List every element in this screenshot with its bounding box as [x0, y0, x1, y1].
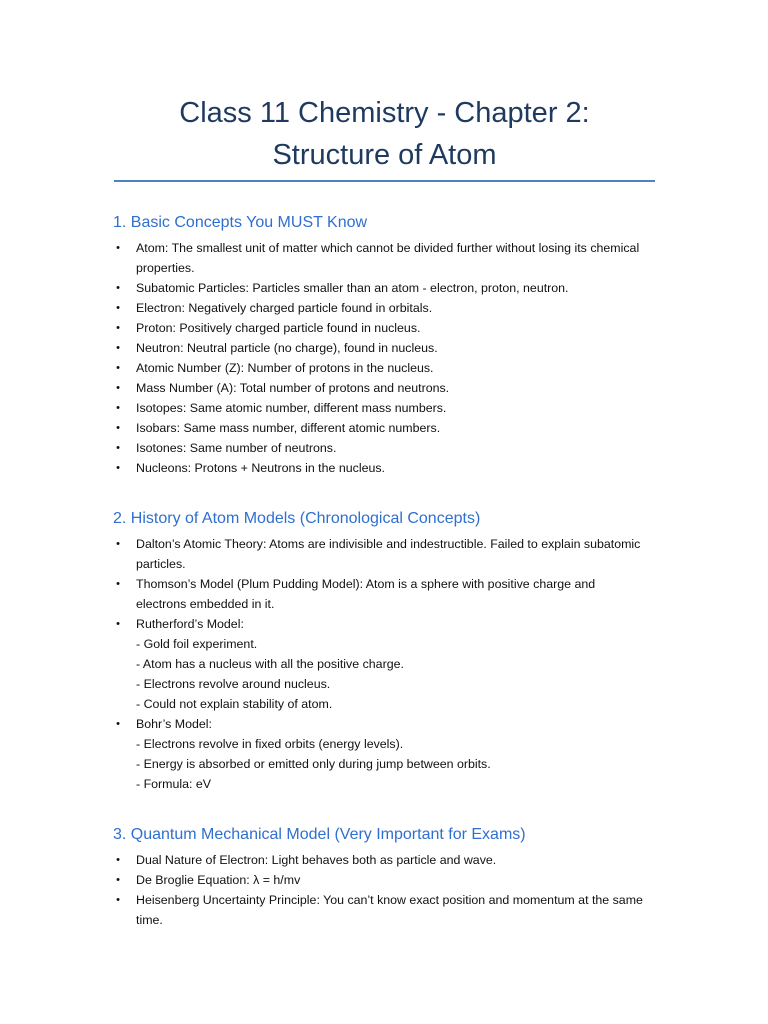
- list-item-text: Bohr’s Model:: [136, 717, 212, 731]
- list-item: [113, 338, 643, 358]
- list-item: [113, 890, 643, 930]
- sub-point: - Atom has a nucleus with all the positive charge.: [136, 657, 404, 671]
- list-item: [113, 458, 643, 478]
- bullet-icon: •: [116, 854, 120, 866]
- list-item: [113, 574, 643, 614]
- bullet-icon: •: [116, 442, 120, 454]
- bullet-icon: •: [116, 894, 120, 906]
- list-item: [113, 850, 643, 870]
- list-item-text: Isotopes: Same atomic number, different mass numbers.: [136, 401, 447, 415]
- list-item-text: Isobars: Same mass number, different atomic numbers.: [136, 421, 441, 435]
- bullet-icon: •: [116, 382, 120, 394]
- section-heading: 2. History of Atom Models (Chronological Concepts): [113, 510, 481, 527]
- title-line-1: Class 11 Chemistry - Chapter 2:: [179, 97, 590, 129]
- bullet-icon: •: [116, 578, 120, 590]
- list-item-text: Isotones: Same number of neutrons.: [136, 441, 337, 455]
- bullet-icon: •: [116, 718, 120, 730]
- list-item-text: Atom: The smallest unit of matter which cannot be divided further without losing its chemical properties.: [136, 241, 640, 275]
- section-heading: 1. Basic Concepts You MUST Know: [113, 214, 368, 231]
- sub-point: - Electrons revolve in fixed orbits (energy levels).: [136, 737, 404, 751]
- list-item-text: Nucleons: Protons + Neutrons in the nucleus.: [136, 461, 385, 475]
- list-item-text: Rutherford’s Model:: [136, 617, 244, 631]
- bullet-icon: •: [116, 422, 120, 434]
- bullet-icon: •: [116, 874, 120, 886]
- bullet-icon: •: [116, 302, 120, 314]
- list-item: [113, 278, 643, 298]
- bullet-icon: •: [116, 342, 120, 354]
- list-item-text: Atomic Number (Z): Number of protons in the nucleus.: [136, 361, 434, 375]
- bullet-list: [113, 238, 643, 478]
- bullet-icon: •: [116, 282, 120, 294]
- list-item-text: Thomson’s Model (Plum Pudding Model): Atom is a sphere with positive charge and electrons embedded in it.: [136, 577, 596, 611]
- section-heading: 3. Quantum Mechanical Model (Very Important for Exams): [113, 826, 526, 843]
- bullet-icon: •: [116, 362, 120, 374]
- list-item-text: De Broglie Equation: λ = h/mv: [136, 873, 301, 887]
- list-item: [113, 534, 643, 574]
- list-item: [113, 714, 643, 794]
- sub-point: - Gold foil experiment.: [136, 637, 258, 651]
- sub-point: - Energy is absorbed or emitted only during jump between orbits.: [136, 757, 491, 771]
- list-item: [113, 438, 643, 458]
- bullet-icon: •: [116, 242, 120, 254]
- section-quantum-model: [113, 825, 643, 930]
- section-atom-models-history: [113, 509, 643, 794]
- list-item-text: Neutron: Neutral particle (no charge), found in nucleus.: [136, 341, 438, 355]
- list-item: [113, 398, 643, 418]
- title-underline-rule: [114, 180, 655, 182]
- title-block: [114, 92, 655, 176]
- section-basic-concepts: [113, 213, 643, 478]
- bullet-icon: •: [116, 538, 120, 550]
- title-line-2: Structure of Atom: [272, 139, 497, 171]
- list-item: [113, 238, 643, 278]
- bullet-icon: •: [116, 462, 120, 474]
- bullet-list: [113, 534, 643, 794]
- list-item: [113, 418, 643, 438]
- list-item: [113, 318, 643, 338]
- list-item-text: Proton: Positively charged particle found in nucleus.: [136, 321, 421, 335]
- list-item-text: Dalton’s Atomic Theory: Atoms are indivisible and indestructible. Failed to explain subatomic particles.: [136, 537, 641, 571]
- list-item: [113, 378, 643, 398]
- list-item-text: Subatomic Particles: Particles smaller than an atom - electron, proton, neutron.: [136, 281, 569, 295]
- sub-point: - Formula: eV: [136, 777, 212, 791]
- list-item-text: Heisenberg Uncertainty Principle: You can’t know exact position and momentum at the same time.: [136, 893, 643, 927]
- list-item: [113, 614, 643, 714]
- list-item-text: Mass Number (A): Total number of protons and neutrons.: [136, 381, 450, 395]
- document-title: [114, 92, 655, 176]
- list-item: [113, 870, 643, 890]
- sub-point: - Could not explain stability of atom.: [136, 697, 333, 711]
- list-item-text: Electron: Negatively charged particle found in orbitals.: [136, 301, 433, 315]
- list-item: [113, 358, 643, 378]
- bullet-icon: •: [116, 402, 120, 414]
- sub-point: - Electrons revolve around nucleus.: [136, 677, 331, 691]
- bullet-icon: •: [116, 618, 120, 630]
- bullet-list: [113, 850, 643, 930]
- list-item-text: Dual Nature of Electron: Light behaves both as particle and wave.: [136, 853, 497, 867]
- bullet-icon: •: [116, 322, 120, 334]
- list-item: [113, 298, 643, 318]
